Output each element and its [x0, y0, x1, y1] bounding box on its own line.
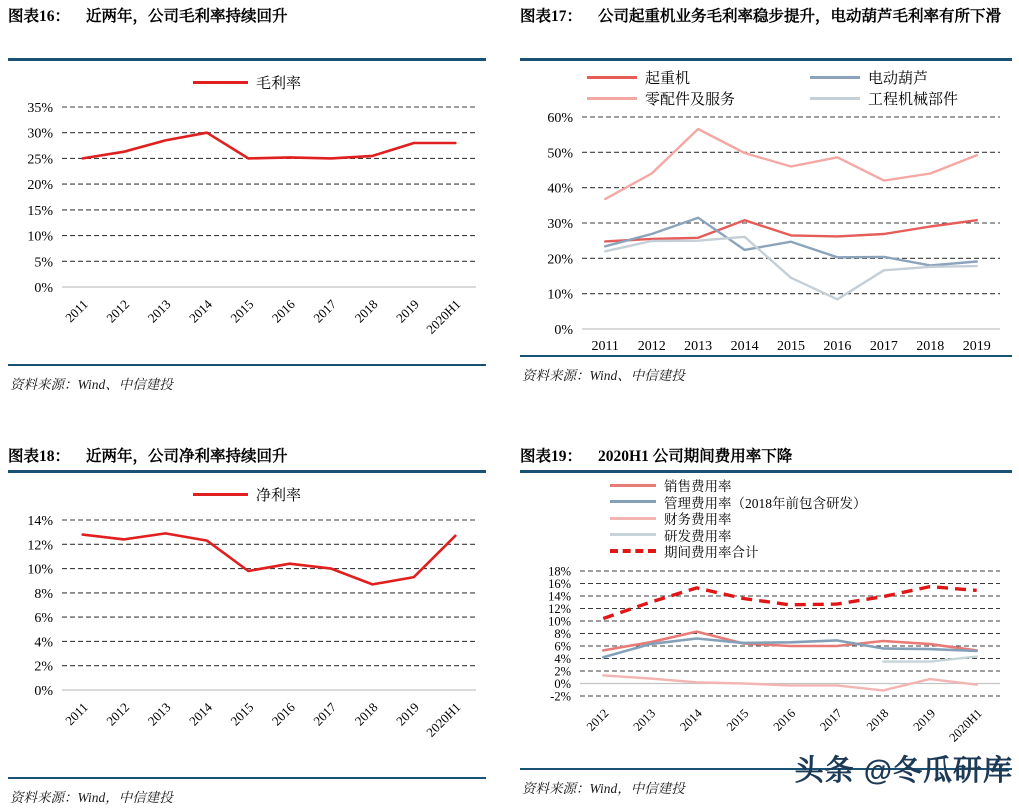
- figure-17-legend: [520, 61, 1012, 109]
- svg-text:2018: 2018: [916, 339, 945, 354]
- figure-16-panel: [8, 4, 486, 393]
- figure-18-source: 资料来源：Wind，中信建投: [10, 790, 173, 805]
- svg-text:2012: 2012: [103, 699, 133, 729]
- figure-18-chart-area: [8, 482, 486, 777]
- figure-16-title-divider: [8, 58, 486, 61]
- svg-text:2016: 2016: [823, 339, 852, 354]
- figure-19-label: 图表19：: [520, 448, 583, 465]
- svg-text:8%: 8%: [554, 626, 571, 641]
- svg-text:50%: 50%: [547, 146, 573, 162]
- legend-label: 工程机械部件: [868, 92, 959, 108]
- svg-text:10%: 10%: [548, 614, 571, 628]
- svg-text:2%: 2%: [554, 664, 571, 678]
- svg-text:60%: 60%: [547, 111, 573, 127]
- figure-16-chart-area: [8, 70, 486, 364]
- svg-text:4%: 4%: [34, 635, 53, 651]
- legend-line-swatch: [193, 81, 248, 84]
- legend-line-swatch: [610, 500, 656, 503]
- svg-text:18%: 18%: [548, 564, 571, 578]
- svg-text:2017: 2017: [817, 705, 845, 734]
- svg-text:2015: 2015: [777, 339, 805, 354]
- figure-19-source: 资料来源：Wind，中信建投: [522, 781, 685, 796]
- svg-text:2012: 2012: [637, 339, 666, 354]
- legend-line-swatch: [610, 517, 656, 520]
- svg-text:0%: 0%: [554, 676, 571, 691]
- svg-text:2016: 2016: [268, 699, 298, 729]
- figure-18-title-divider: [8, 470, 486, 473]
- figure-17-panel: [520, 4, 1012, 384]
- svg-text:2019: 2019: [910, 705, 939, 734]
- figure-19-chart-area: [520, 473, 1012, 768]
- net-margin-line-chart: [8, 507, 486, 765]
- figure-17-title: [520, 4, 1012, 58]
- svg-text:6%: 6%: [554, 639, 571, 653]
- svg-text:2018: 2018: [863, 705, 892, 734]
- legend-label: 净利率: [255, 488, 301, 504]
- legend-item: [610, 494, 867, 511]
- figure-19-legend: [520, 473, 1012, 560]
- svg-text:8%: 8%: [34, 586, 53, 602]
- figure-16-source: 资料来源：Wind、中信建投: [10, 377, 173, 392]
- legend-line-swatch: [193, 493, 248, 496]
- svg-text:20%: 20%: [547, 252, 573, 268]
- legend-line-swatch: [810, 97, 860, 100]
- svg-text:2020H1: 2020H1: [423, 699, 464, 740]
- legend-line-swatch: [587, 97, 637, 100]
- svg-text:2014: 2014: [186, 699, 216, 729]
- legend-item: [810, 67, 1012, 88]
- svg-text:2016: 2016: [770, 705, 799, 734]
- legend-item: [610, 543, 759, 560]
- legend-label: 电动葫芦: [868, 71, 929, 87]
- svg-text:2020H1: 2020H1: [946, 705, 985, 745]
- svg-text:0%: 0%: [34, 684, 53, 700]
- figure-19-panel: [520, 444, 1012, 797]
- svg-text:2017: 2017: [310, 296, 340, 326]
- figure-16-label: 图表16：: [8, 8, 71, 25]
- legend-label: 毛利率: [255, 76, 301, 92]
- legend-item: [587, 88, 810, 109]
- gross-margin-line-chart: [8, 95, 486, 355]
- legend-line-swatch: [610, 549, 656, 553]
- svg-text:2018: 2018: [351, 699, 381, 729]
- svg-text:2014: 2014: [186, 296, 216, 326]
- svg-text:2014: 2014: [677, 705, 705, 734]
- svg-text:2019: 2019: [393, 296, 423, 326]
- svg-text:6%: 6%: [34, 611, 53, 627]
- svg-text:35%: 35%: [27, 101, 53, 117]
- svg-text:10%: 10%: [547, 287, 573, 303]
- svg-text:2015: 2015: [723, 705, 752, 734]
- svg-text:2011: 2011: [62, 699, 91, 729]
- svg-text:2015: 2015: [227, 296, 257, 326]
- svg-text:2018: 2018: [351, 296, 381, 326]
- svg-text:-2%: -2%: [550, 689, 571, 703]
- svg-text:0%: 0%: [34, 281, 53, 297]
- svg-text:2019: 2019: [962, 339, 991, 354]
- svg-text:2016: 2016: [268, 296, 298, 326]
- svg-text:2012: 2012: [103, 296, 133, 326]
- legend-label: 期间费用率合计: [664, 545, 759, 561]
- svg-text:2011: 2011: [591, 339, 619, 354]
- legend-item: [193, 72, 301, 93]
- legend-item: [193, 484, 301, 505]
- legend-label: 销售费用率: [664, 479, 732, 495]
- svg-text:40%: 40%: [547, 181, 573, 197]
- svg-text:25%: 25%: [27, 152, 53, 168]
- svg-text:2013: 2013: [684, 339, 713, 354]
- figure-16-title-text: 近两年，公司毛利率持续回升: [86, 8, 288, 25]
- figure-16-legend: [8, 70, 486, 95]
- svg-text:10%: 10%: [27, 562, 53, 578]
- svg-text:16%: 16%: [548, 576, 571, 591]
- legend-item: [810, 88, 1012, 109]
- svg-text:2013: 2013: [144, 699, 174, 729]
- svg-text:2017: 2017: [310, 699, 340, 729]
- svg-text:12%: 12%: [27, 538, 53, 554]
- svg-text:2%: 2%: [34, 659, 53, 675]
- figure-17-source: 资料来源：Wind、中信建投: [522, 368, 685, 383]
- figure-17-chart-area: [520, 61, 1012, 355]
- segment-margin-line-chart: [520, 109, 1012, 359]
- svg-text:0%: 0%: [554, 323, 573, 339]
- svg-text:2011: 2011: [62, 296, 91, 326]
- legend-item: [587, 67, 810, 88]
- legend-label: 财务费用率: [664, 512, 732, 528]
- figure-17-label: 图表17：: [520, 8, 583, 25]
- watermark: 头条 @冬瓜研库: [794, 755, 1013, 787]
- svg-text:2015: 2015: [227, 699, 257, 729]
- svg-text:2013: 2013: [144, 296, 174, 326]
- legend-label: 起重机: [645, 71, 691, 87]
- figure-19-title: [520, 444, 1012, 470]
- legend-line-swatch: [610, 484, 656, 487]
- figure-18-panel: [8, 444, 486, 806]
- svg-text:2014: 2014: [730, 339, 759, 354]
- figure-18-legend: [8, 482, 486, 507]
- svg-text:14%: 14%: [27, 514, 53, 530]
- svg-text:30%: 30%: [547, 217, 573, 233]
- svg-text:5%: 5%: [34, 255, 53, 271]
- legend-label: 零配件及服务: [645, 92, 736, 108]
- svg-text:12%: 12%: [548, 601, 571, 616]
- svg-text:10%: 10%: [27, 229, 53, 245]
- legend-line-swatch: [610, 533, 656, 536]
- figure-18-title: [8, 444, 486, 470]
- svg-text:30%: 30%: [27, 126, 53, 142]
- svg-text:14%: 14%: [548, 589, 571, 603]
- legend-label: 管理费用率（2018年前包含研发）: [664, 495, 867, 511]
- svg-text:2019: 2019: [393, 699, 423, 729]
- svg-text:2013: 2013: [630, 705, 659, 734]
- svg-text:4%: 4%: [554, 651, 571, 666]
- legend-line-swatch: [810, 76, 860, 79]
- figure-19-title-text: 2020H1 公司期间费用率下降: [598, 448, 793, 465]
- svg-text:20%: 20%: [27, 178, 53, 194]
- svg-text:2012: 2012: [583, 705, 612, 734]
- figure-17-title-text: 公司起重机业务毛利率稳步提升，电动葫芦毛利率有所下滑: [598, 8, 1002, 25]
- legend-label: 研发费用率: [664, 528, 732, 544]
- svg-text:2020H1: 2020H1: [423, 296, 464, 337]
- figure-16-title: [8, 4, 486, 58]
- legend-line-swatch: [587, 76, 637, 79]
- expense-ratio-line-chart: [520, 560, 1012, 766]
- figure-18-title-text: 近两年，公司净利率持续回升: [86, 448, 288, 465]
- svg-text:15%: 15%: [27, 203, 53, 219]
- svg-text:2017: 2017: [869, 339, 898, 354]
- figure-18-label: 图表18：: [8, 448, 71, 465]
